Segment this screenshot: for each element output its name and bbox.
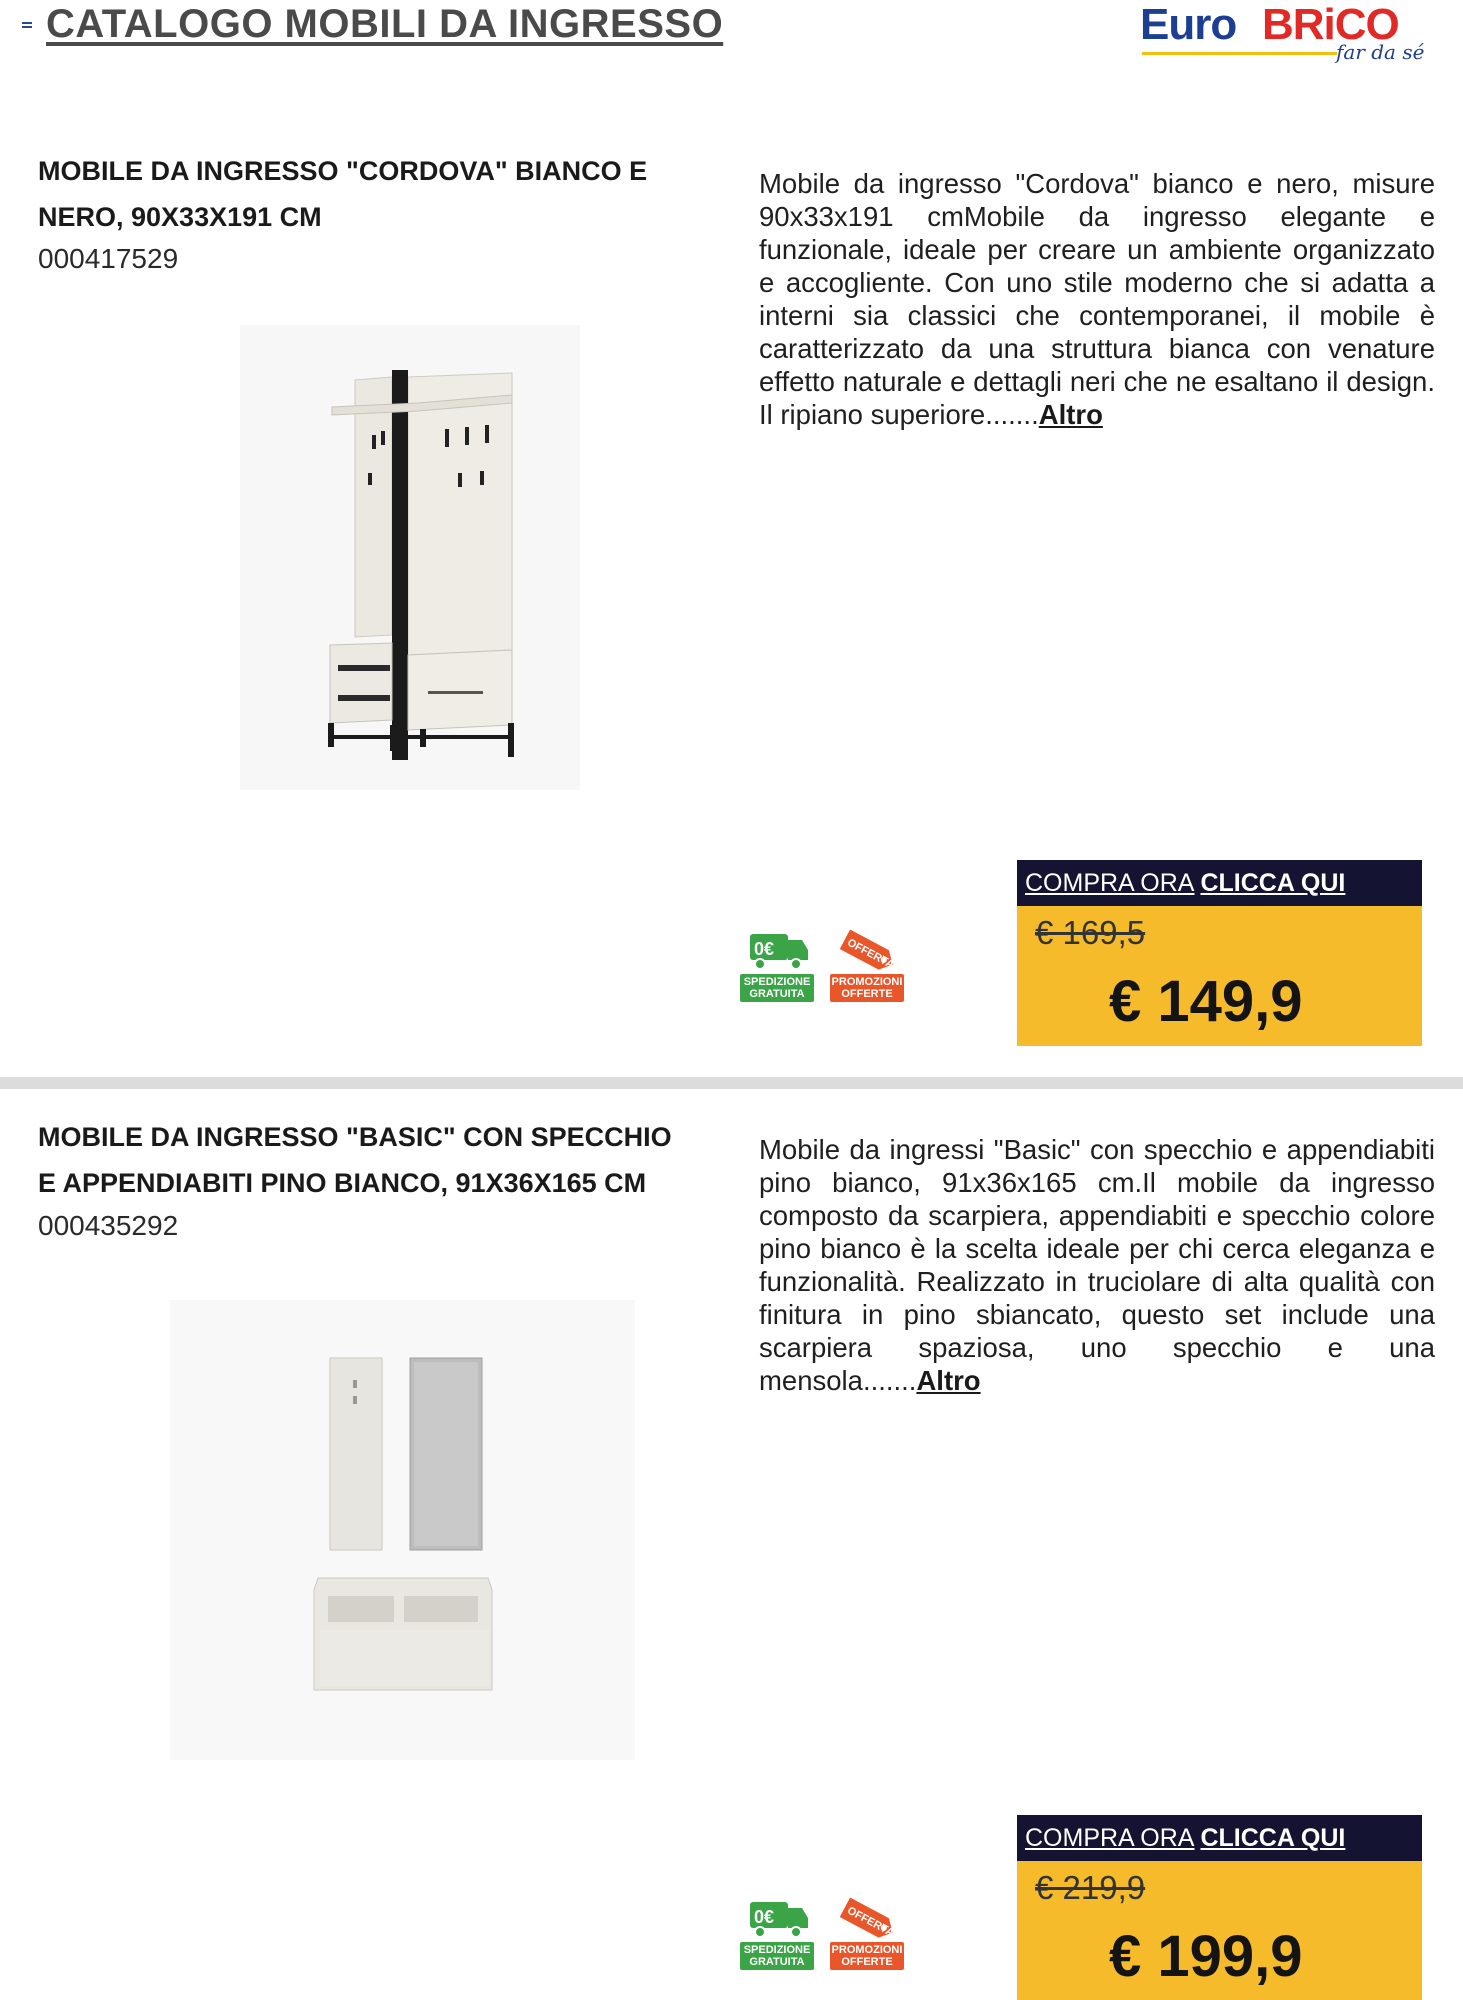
price-area <box>1017 906 1422 1046</box>
promo-caption-1: PROMOZIONI <box>831 976 903 988</box>
buy-now-label[interactable]: COMPRA ORA <box>1025 869 1195 897</box>
free-shipping-badge <box>740 1896 814 1974</box>
logo-underline <box>1142 52 1337 55</box>
new-price: € 199,9 <box>1109 1924 1303 1989</box>
buy-now-bar[interactable] <box>1017 1815 1422 1861</box>
old-price: € 219,9 <box>1035 1869 1146 1906</box>
shipping-caption-2: GRATUITA <box>749 988 805 1000</box>
promo-caption <box>830 1942 904 1970</box>
price-box <box>1017 1815 1422 2000</box>
click-here-link[interactable]: CLICCA QUI <box>1200 869 1346 897</box>
promo-caption-1: PROMOZIONI <box>831 1944 903 1956</box>
product-description-text: Mobile da ingressi "Basic" con specchio e appendiabiti pino bianco, 91x36x165 cm.Il mobile da ingresso composto da scarpiera, appendiabiti e specchio colore pino bianco è la scelta ideale per chi cerca eleganza e funzionalità. Realizzato in truciolare di alta qualità con finitura in pino sbiancato, questo set include una scarpiera spaziosa, uno specchio e una mensola....... <box>759 1134 1435 1396</box>
page-title[interactable]: CATALOGO MOBILI DA INGRESSO <box>46 2 724 46</box>
product-code: 000417529 <box>38 243 179 274</box>
more-link[interactable]: Altro <box>916 1365 981 1396</box>
product-image-cordova[interactable] <box>240 325 580 790</box>
buy-now-bar[interactable] <box>1017 860 1422 906</box>
promo-tag-text: OFFERTA <box>845 1904 896 1940</box>
product-separator <box>0 1077 1463 1089</box>
logo-text-euro: Euro <box>1140 0 1237 49</box>
offer-tag-icon <box>830 1896 904 1942</box>
buy-now-label[interactable]: COMPRA ORA <box>1025 1824 1195 1852</box>
shipping-caption-1: SPEDIZIONE <box>743 976 811 988</box>
delivery-truck-icon <box>740 1896 814 1942</box>
promo-caption-2: OFFERTE <box>841 1956 893 1968</box>
product-description-text: Mobile da ingresso "Cordova" bianco e nero, misure 90x33x191 cmMobile da ingresso elegante e funzionale, ideale per creare un ambiente organizzato e accogliente. Con uno stile moderno che si adatta a interni sia classici che contemporanei, il mobile è caratterizzato da una struttura bianca con venature effetto naturale e dettagli neri che ne esaltano il design. Il ripiano superiore....... <box>759 168 1435 430</box>
promo-offer-badge <box>830 928 904 1006</box>
new-price: € 149,9 <box>1109 969 1303 1034</box>
product-image-basic[interactable] <box>170 1300 635 1760</box>
shipping-caption-2: GRATUITA <box>749 1956 805 1968</box>
price-box <box>1017 860 1422 1046</box>
product-title[interactable]: MOBILE DA INGRESSO "CORDOVA" BIANCO E NERO, 90X33X191 CM <box>38 156 648 232</box>
shipping-caption <box>740 1942 814 1970</box>
product-description <box>759 167 1435 431</box>
product-title[interactable]: MOBILE DA INGRESSO "BASIC" CON SPECCHIO E APPENDIABITI PINO BIANCO, 91X36X165 CM <box>38 1122 672 1198</box>
delivery-truck-icon <box>740 928 814 974</box>
eurobrico-logo[interactable] <box>1140 0 1450 66</box>
shipping-value-text: 0€ <box>754 1907 775 1927</box>
offer-tag-icon <box>830 928 904 974</box>
shipping-caption-1: SPEDIZIONE <box>743 1944 811 1956</box>
click-here-link[interactable]: CLICCA QUI <box>1200 1824 1346 1852</box>
shipping-value-text: 0€ <box>754 939 775 959</box>
shipping-caption <box>740 974 814 1002</box>
price-area <box>1017 1861 1422 2000</box>
product-code: 000435292 <box>38 1210 179 1241</box>
menu-icon[interactable] <box>22 22 32 32</box>
more-link[interactable]: Altro <box>1038 399 1103 430</box>
promo-caption-2: OFFERTE <box>841 988 893 1000</box>
old-price: € 169,5 <box>1035 914 1146 951</box>
free-shipping-badge <box>740 928 814 1006</box>
product-description <box>759 1133 1435 1397</box>
logo-tagline: far da sé <box>1336 40 1425 64</box>
promo-caption <box>830 974 904 1002</box>
logo-text-brico: BRiCO <box>1262 0 1399 49</box>
promo-offer-badge <box>830 1896 904 1974</box>
promo-tag-text: OFFERTA <box>845 936 896 972</box>
page-header <box>0 0 1463 80</box>
